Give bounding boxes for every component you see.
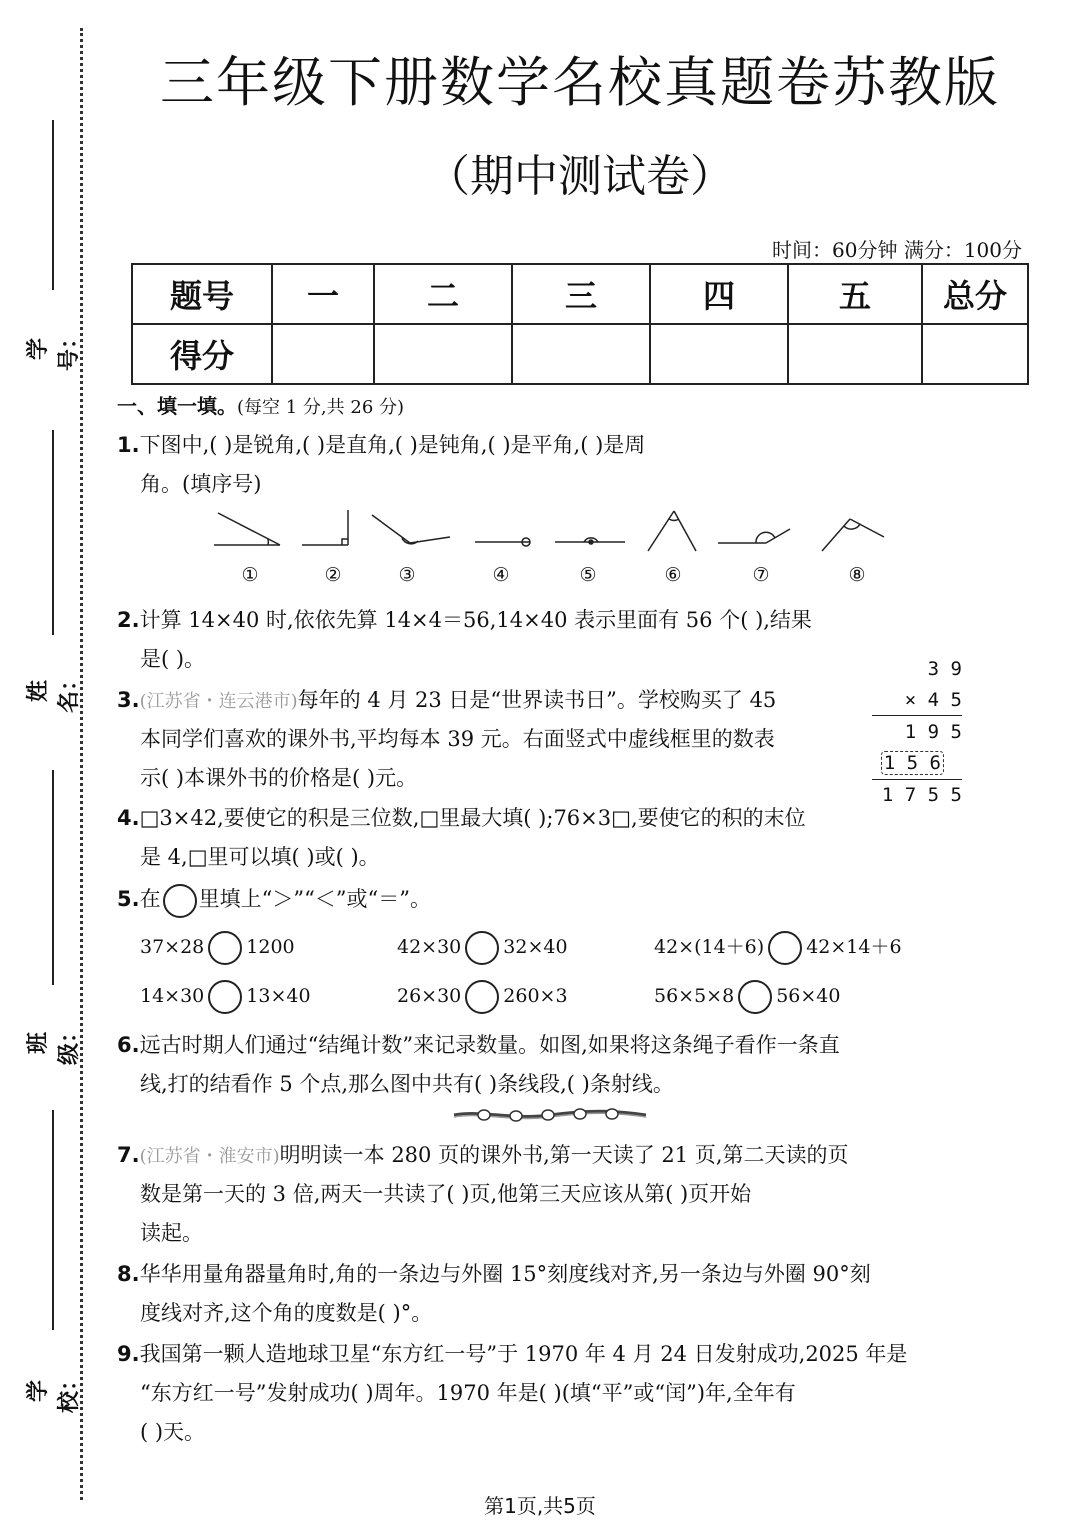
page-title: 三年级下册数学名校真题卷苏教版 <box>160 51 1000 114</box>
question-8-line2: 度线对齐,这个角的度数是( )°。 <box>140 1301 433 1325</box>
student-id-label: 学号： <box>26 327 82 372</box>
question-9-line3: ( )天。 <box>140 1420 206 1444</box>
vertical-row-3: 1 9 5 <box>904 721 962 743</box>
question-text: 每年的 4 月 23 日是“世界读书日”。学校购买了 45 <box>297 688 777 712</box>
vertical-row-4 <box>881 752 944 774</box>
score-blank-cell[interactable] <box>272 324 374 384</box>
compare-circle-input[interactable] <box>208 980 242 1014</box>
vertical-row-2: × 4 5 <box>904 689 962 711</box>
question-1 <box>117 429 645 459</box>
question-7-line3: 读起。 <box>140 1221 203 1245</box>
compare-circle-input[interactable] <box>465 980 499 1014</box>
question-6 <box>117 1029 840 1059</box>
angles-figure <box>200 505 900 560</box>
section-note: (每空 1 分,共 26 分) <box>237 397 405 418</box>
angle-8-obtuse <box>822 519 884 551</box>
question-9 <box>117 1338 907 1368</box>
question-number: 2. <box>117 608 140 632</box>
score-blank-cell[interactable] <box>788 324 922 384</box>
compare-circle-input[interactable] <box>738 980 772 1014</box>
question-number: 4. <box>117 806 140 830</box>
vertical-rule-2 <box>872 779 962 780</box>
question-9-line2: “东方红一号”发射成功( )周年。1970 年是( )(填“平”或“闰”)年,全年有 <box>140 1381 796 1405</box>
score-cell: 总分 <box>922 264 1028 324</box>
compare-item: 37×28 1200 <box>140 931 295 965</box>
compare-item: 56×5×8 56×40 <box>654 980 840 1014</box>
dashed-box-number: 1 5 6 <box>881 751 944 775</box>
score-blank-cell[interactable] <box>922 324 1028 384</box>
question-number: 5. <box>117 887 140 911</box>
question-number: 6. <box>117 1033 140 1057</box>
angle-3-obtuse <box>372 515 450 544</box>
question-source: (江苏省・淮安市) <box>139 1146 280 1167</box>
score-blank-cell[interactable] <box>374 324 512 384</box>
name-label: 姓名： <box>26 669 82 714</box>
question-7-line2: 数是第一天的 3 倍,两天一共读了( )页,他第三天应该从第( )页开始 <box>140 1182 752 1206</box>
class-line <box>52 770 54 985</box>
question-text: 远古时期人们通过“结绳计数”来记录数量。如图,如果将这条绳子看作一条直 <box>139 1033 840 1057</box>
vertical-row-1: 3 9 <box>927 658 962 680</box>
vertical-row-5: 1 7 5 5 <box>881 784 962 806</box>
binding-dashed-line <box>80 28 83 1500</box>
page-subtitle: （期中测试卷） <box>426 151 734 202</box>
vertical-rule-1 <box>872 715 962 716</box>
score-cell: 得分 <box>132 324 272 384</box>
score-table-header-row <box>132 264 1028 324</box>
score-blank-cell[interactable] <box>512 324 650 384</box>
question-3-line3: 示( )本课外书的价格是( )元。 <box>140 766 418 790</box>
question-text: 计算 14×40 时,依依先算 14×4＝56,14×40 表示里面有 56 个( ),结果 <box>139 608 812 632</box>
score-table-score-row <box>132 324 1028 384</box>
question-text: 明明读一本 280 页的课外书,第一天读了 21 页,第二天读的页 <box>279 1143 849 1167</box>
score-cell: 五 <box>788 264 922 324</box>
angle-label: ③ <box>398 564 416 586</box>
compare-circle-input[interactable] <box>768 931 802 965</box>
question-number: 1. <box>117 433 140 457</box>
question-2-line2: 是( )。 <box>140 647 206 671</box>
compare-item: 14×30 13×40 <box>140 980 311 1014</box>
question-1-line2: 角。(填序号) <box>140 472 262 496</box>
question-text: 华华用量角器量角时,角的一条边与外圈 15°刻度线对齐,另一条边与外圈 90°刻 <box>139 1262 871 1286</box>
angle-4-straight <box>475 538 530 546</box>
score-blank-cell[interactable] <box>650 324 788 384</box>
angle-6-acute <box>648 511 696 551</box>
question-7 <box>117 1139 849 1169</box>
score-cell: 三 <box>512 264 650 324</box>
page-footer: 第1页,共5页 <box>484 1494 596 1518</box>
angle-7-obtuse <box>718 529 790 543</box>
section-heading <box>117 390 404 419</box>
question-2 <box>117 604 812 634</box>
score-cell: 二 <box>374 264 512 324</box>
question-8 <box>117 1258 871 1288</box>
school-line <box>52 1110 54 1330</box>
compare-circle-input[interactable] <box>208 931 242 965</box>
question-3-line2: 本同学们喜欢的课外书,平均每本 39 元。右面竖式中虚线框里的数表 <box>140 727 775 751</box>
angle-label: ② <box>324 564 342 586</box>
exam-meta: 时间：60分钟 满分：100分 <box>772 238 1022 262</box>
question-number: 9. <box>117 1342 140 1366</box>
section-title: 一、填一填。 <box>117 394 237 418</box>
question-number: 8. <box>117 1262 140 1286</box>
knotted-rope-figure <box>452 1104 648 1126</box>
question-6-line2: 线,打的结看作 5 个点,那么图中共有( )条线段,( )条射线。 <box>140 1072 674 1096</box>
compare-item: 26×30 260×3 <box>397 980 568 1014</box>
school-label: 学校： <box>26 1369 82 1414</box>
question-5 <box>117 883 431 918</box>
question-text: 下图中,( )是锐角,( )是直角,( )是钝角,( )是平角,( )是周 <box>139 433 646 457</box>
question-text: 里填上“＞”“＜”或“＝”。 <box>198 887 432 911</box>
angle-2-right <box>302 510 348 545</box>
angle-5-straight <box>555 538 625 544</box>
angle-label: ⑦ <box>752 564 770 586</box>
question-4 <box>117 802 806 832</box>
question-text: 我国第一颗人造地球卫星“东方红一号”于 1970 年 4 月 24 日发射成功,2025 年是 <box>139 1342 908 1366</box>
class-label: 班级： <box>26 1021 82 1066</box>
compare-item: 42×(14＋6) 42×14＋6 <box>654 931 902 965</box>
name-line <box>52 430 54 635</box>
question-text: □3×42,要使它的积是三位数,□里最大填( );76×3□,要使它的积的末位 <box>139 806 806 830</box>
score-table <box>131 263 1029 385</box>
compare-circle-input[interactable] <box>465 931 499 965</box>
question-4-line2: 是 4,□里可以填( )或( )。 <box>140 845 380 869</box>
angle-label: ① <box>241 564 259 586</box>
angle-label: ④ <box>492 564 510 586</box>
question-number: 7. <box>117 1143 140 1167</box>
question-number: 3. <box>117 688 140 712</box>
score-cell: 题号 <box>132 264 272 324</box>
score-cell: 一 <box>272 264 374 324</box>
angle-label: ⑧ <box>848 564 866 586</box>
question-3 <box>117 684 776 714</box>
compare-item: 42×30 32×40 <box>397 931 568 965</box>
angle-label: ⑥ <box>664 564 682 586</box>
angle-1-acute <box>214 513 280 545</box>
question-text-pre: 在 <box>139 887 161 911</box>
angle-label: ⑤ <box>579 564 597 586</box>
question-source: (江苏省・连云港市) <box>139 691 298 712</box>
score-cell: 四 <box>650 264 788 324</box>
compare-circle-icon <box>163 884 197 918</box>
